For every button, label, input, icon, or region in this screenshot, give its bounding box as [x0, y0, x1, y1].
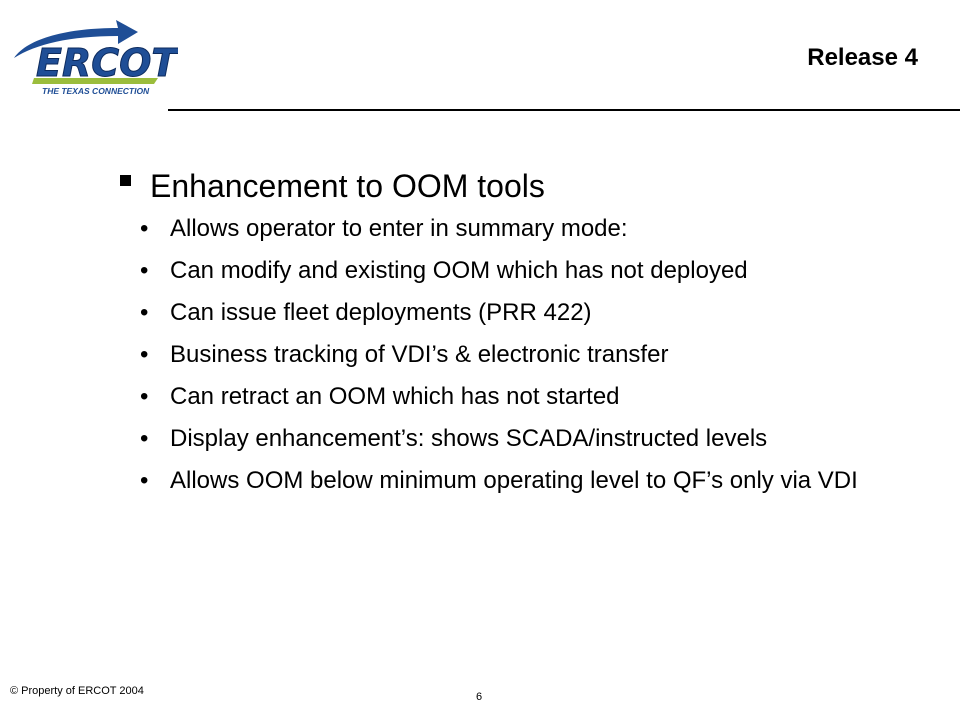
main-bullet [120, 166, 545, 206]
sub-bullet [140, 424, 900, 454]
page-number: 6 [476, 691, 483, 703]
main-bullet-text: Enhancement to OOM tools [150, 168, 545, 204]
bullet-dot-icon: • [140, 425, 149, 452]
bullet-dot-icon: • [140, 299, 149, 326]
header-divider [168, 109, 960, 111]
bullet-dot-icon: • [140, 383, 149, 410]
sub-bullet [140, 340, 900, 370]
sub-bullet [140, 382, 900, 412]
ercot-logo [8, 14, 178, 104]
sub-bullet-text: Display enhancement’s: shows SCADA/instructed levels [170, 425, 768, 452]
sub-bullet-text: Can modify and existing OOM which has not deployed [170, 257, 748, 284]
sub-bullet [140, 256, 900, 286]
square-bullet-icon [120, 175, 131, 186]
sub-bullet [140, 214, 900, 244]
sub-bullet-text: Can retract an OOM which has not started [170, 383, 620, 410]
svg-text:THE TEXAS CONNECTION: THE TEXAS CONNECTION [42, 86, 150, 96]
copyright-notice: © Property of ERCOT 2004 [10, 685, 144, 697]
bullet-dot-icon: • [140, 257, 149, 284]
bullet-dot-icon: • [140, 341, 149, 368]
bullet-dot-icon: • [140, 467, 149, 494]
sub-bullet-list [140, 214, 900, 508]
sub-bullet-text: Allows OOM below minimum operating level to QF’s only via VDI [170, 467, 858, 494]
sub-bullet [140, 466, 900, 496]
sub-bullet-text: Allows operator to enter in summary mode: [170, 215, 628, 242]
sub-bullet [140, 298, 900, 328]
slide-title: Release 4 [807, 44, 918, 71]
bullet-dot-icon: • [140, 215, 149, 242]
sub-bullet-text: Can issue fleet deployments (PRR 422) [170, 299, 592, 326]
sub-bullet-text: Business tracking of VDI’s & electronic transfer [170, 341, 669, 368]
svg-text:ERCOT: ERCOT [36, 41, 178, 85]
